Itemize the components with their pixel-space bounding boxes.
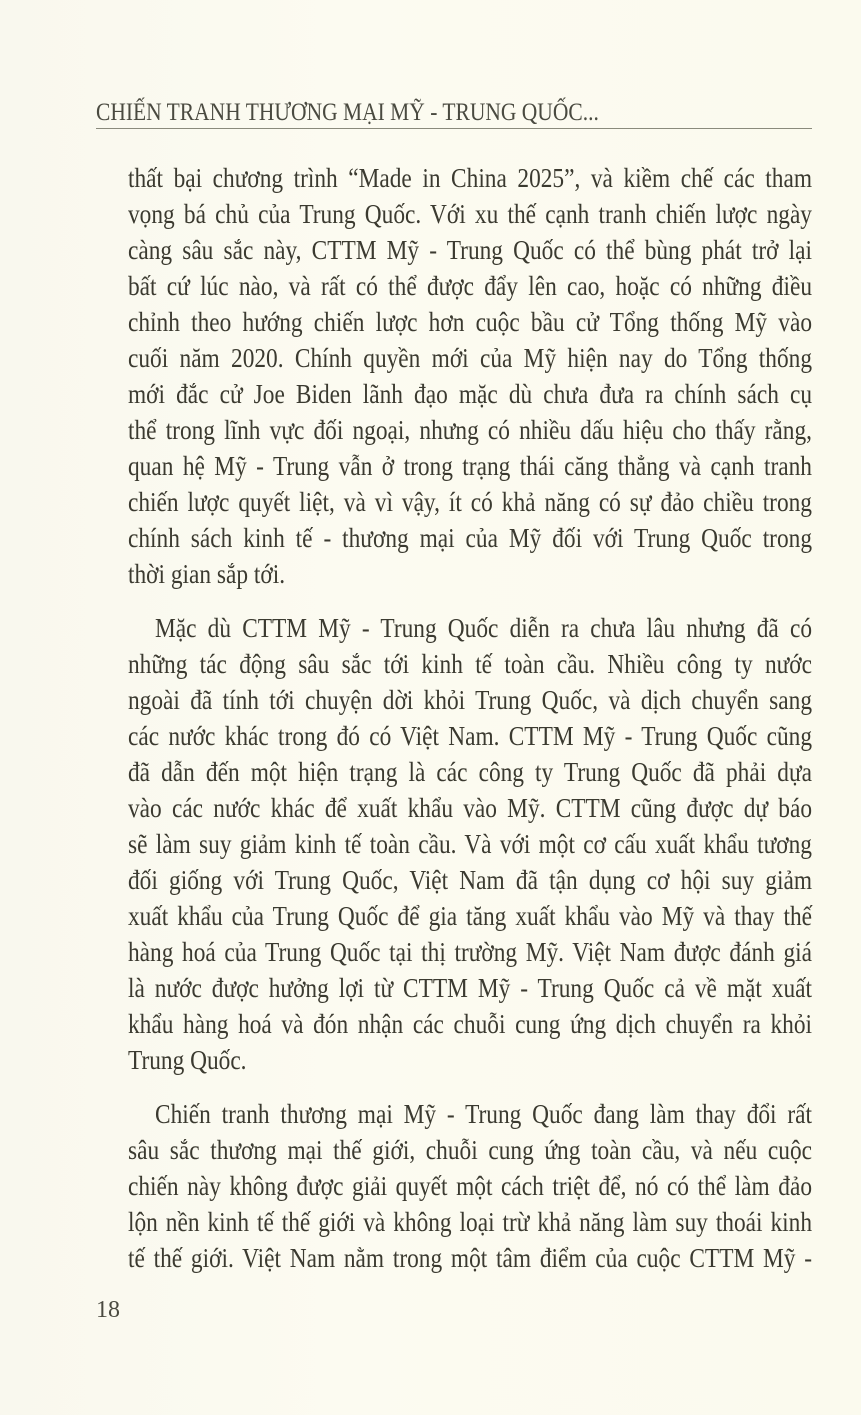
paragraph-2 [128, 610, 812, 1078]
text-line [128, 898, 812, 934]
text-line-content: sâu sắc thương mại thế giới, chuỗi cung ứng toàn cầu, và nếu cuộc [128, 1135, 813, 1165]
text-line [128, 160, 812, 196]
text-line [128, 826, 812, 862]
text-line-content: Trung Quốc. [128, 1045, 247, 1075]
running-head: CHIẾN TRANH THƯƠNG MẠI MỸ - TRUNG QUỐC... [96, 99, 599, 126]
text-line [128, 1006, 812, 1042]
text-line-content: bất cứ lúc nào, và rất có thể được đẩy lên cao, hoặc có những điều [128, 271, 813, 301]
text-line-content: là nước được hưởng lợi từ CTTM Mỹ - Trung Quốc cả về mặt xuất [128, 973, 812, 1003]
text-line-content: càng sâu sắc này, CTTM Mỹ - Trung Quốc có thể bùng phát trở lại [128, 235, 813, 265]
text-line-content: vào các nước khác để xuất khẩu vào Mỹ. CTTM cũng được dự báo [128, 793, 812, 823]
text-line [128, 970, 812, 1006]
text-line [128, 1204, 812, 1240]
text-line-content: những tác động sâu sắc tới kinh tế toàn cầu. Nhiều công ty nước [128, 649, 812, 679]
text-line [128, 520, 812, 556]
text-line-content: xuất khẩu của Trung Quốc để gia tăng xuất khẩu vào Mỹ và thay thế [128, 901, 812, 931]
text-line-content: cuối năm 2020. Chính quyền mới của Mỹ hiện nay do Tổng thống [128, 343, 812, 373]
paragraph-1 [128, 160, 812, 592]
text-line [128, 862, 812, 898]
text-line-content: khẩu hàng hoá và đón nhận các chuỗi cung ứng dịch chuyển ra khỏi [128, 1009, 812, 1039]
text-line-content: các nước khác trong đó có Việt Nam. CTTM Mỹ - Trung Quốc cũng [128, 721, 812, 751]
text-line [128, 718, 812, 754]
text-line-content: chỉnh theo hướng chiến lược hơn cuộc bầu cử Tổng thống Mỹ vào [128, 307, 813, 337]
text-line [128, 556, 812, 592]
text-line [128, 682, 812, 718]
text-line-content: quan hệ Mỹ - Trung vẫn ở trong trạng thái căng thẳng và cạnh tranh [128, 451, 812, 481]
text-line [128, 448, 812, 484]
text-line [128, 754, 812, 790]
text-line-content: lộn nền kinh tế thế giới và không loại trừ khả năng làm suy thoái kinh [128, 1207, 812, 1237]
text-line [128, 610, 812, 646]
text-line [128, 484, 812, 520]
paragraph-3 [128, 1096, 812, 1276]
text-line [128, 340, 812, 376]
text-line [128, 646, 812, 682]
text-line [128, 1240, 812, 1276]
page-number: 18 [96, 1297, 120, 1323]
text-line [128, 376, 812, 412]
text-line [128, 232, 812, 268]
text-line-content: vọng bá chủ của Trung Quốc. Với xu thế cạnh tranh chiến lược ngày [128, 199, 812, 229]
text-line [128, 790, 812, 826]
text-line-content: tế thế giới. Việt Nam nằm trong một tâm điểm của cuộc CTTM Mỹ - [128, 1243, 812, 1273]
text-line-content: đối giống với Trung Quốc, Việt Nam đã tận dụng cơ hội suy giảm [128, 865, 812, 895]
text-line [128, 934, 812, 970]
text-line-content: ngoài đã tính tới chuyện dời khỏi Trung Quốc, và dịch chuyển sang [128, 685, 812, 715]
text-line-content: hàng hoá của Trung Quốc tại thị trường Mỹ. Việt Nam được đánh giá [128, 937, 812, 967]
text-line [128, 1132, 812, 1168]
text-line [128, 1096, 812, 1132]
text-line-content: thất bại chương trình “Made in China 2025”, và kiềm chế các tham [128, 163, 812, 193]
header-rule [96, 128, 812, 129]
text-line [128, 268, 812, 304]
text-line-content: thể trong lĩnh vực đối ngoại, nhưng có nhiều dấu hiệu cho thấy rằng, [128, 415, 812, 445]
text-line-content: chiến này không được giải quyết một cách triệt để, nó có thể làm đảo [128, 1171, 812, 1201]
text-line [128, 412, 812, 448]
text-line-content: Mặc dù CTTM Mỹ - Trung Quốc diễn ra chưa lâu nhưng đã có [155, 613, 813, 643]
text-line-content: chính sách kinh tế - thương mại của Mỹ đối với Trung Quốc trong [128, 523, 812, 553]
text-line [128, 196, 812, 232]
text-line-content: đã dẫn đến một hiện trạng là các công ty Trung Quốc đã phải dựa [128, 757, 812, 787]
text-line-content: thời gian sắp tới. [128, 559, 286, 589]
text-line-content: Chiến tranh thương mại Mỹ - Trung Quốc đang làm thay đổi rất [155, 1099, 812, 1129]
text-line-content: chiến lược quyết liệt, và vì vậy, ít có khả năng có sự đảo chiều trong [128, 487, 812, 517]
text-line-content: mới đắc cử Joe Biden lãnh đạo mặc dù chưa đưa ra chính sách cụ [128, 379, 812, 409]
text-line [128, 1168, 812, 1204]
body-text [128, 160, 812, 1294]
text-line-content: sẽ làm suy giảm kinh tế toàn cầu. Và với một cơ cấu xuất khẩu tương [128, 829, 812, 859]
text-line [128, 304, 812, 340]
text-line [128, 1042, 812, 1078]
